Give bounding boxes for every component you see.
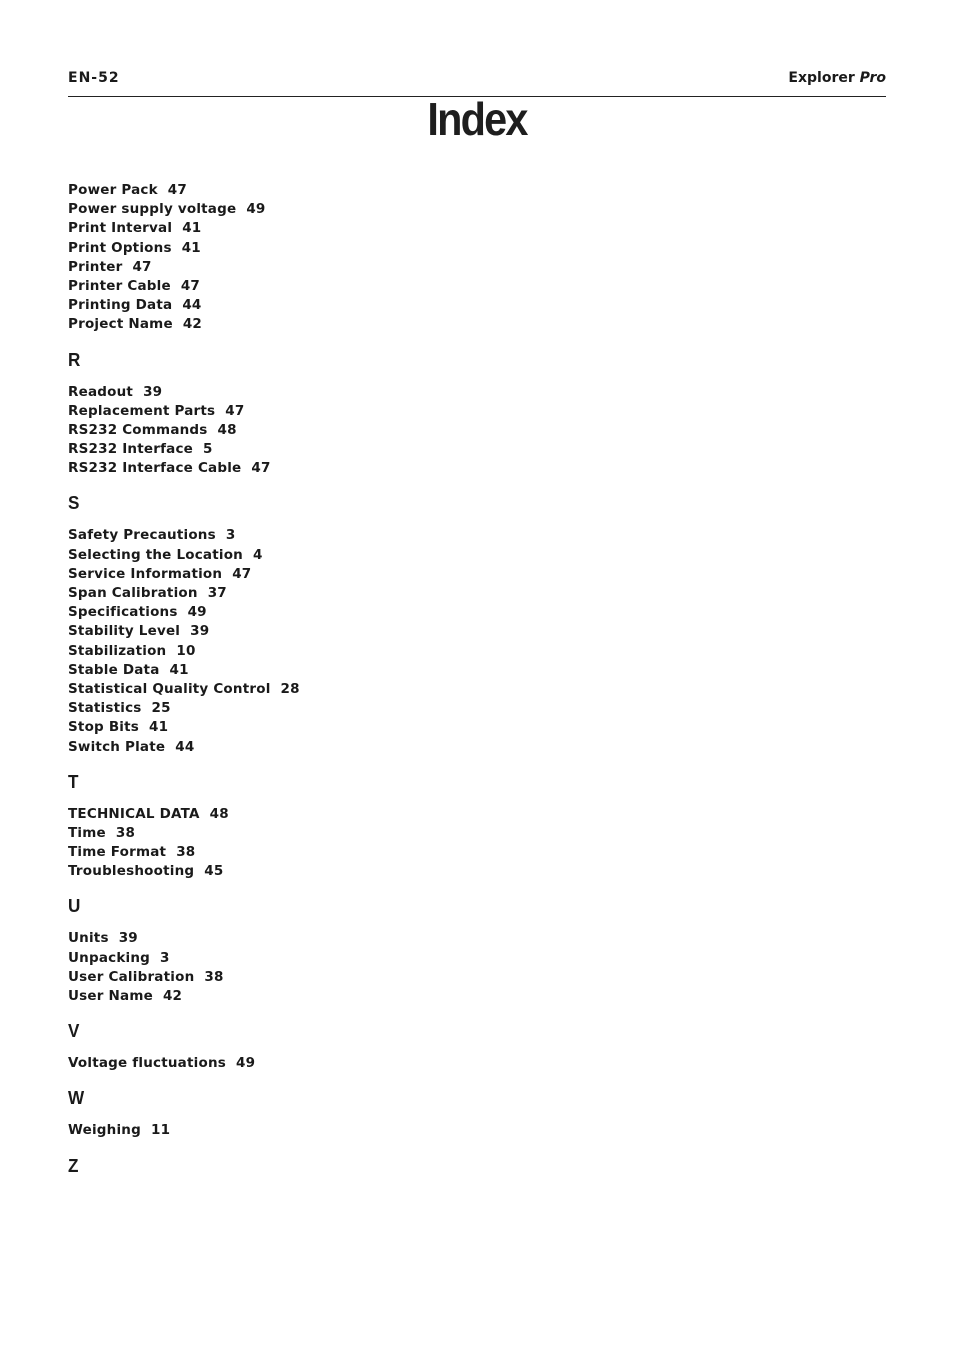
index-entry-term: Service Information <box>68 565 223 582</box>
index-entry <box>68 277 668 296</box>
index-entry <box>68 239 668 258</box>
index-entry <box>68 219 668 238</box>
index-entry-term: RS232 Commands <box>68 421 208 438</box>
index-entry-term: Power Pack <box>68 182 158 198</box>
index-entry <box>68 181 668 200</box>
index-entry-page: 28 <box>280 680 300 697</box>
index-entry-page: 41 <box>182 220 202 237</box>
index-entry-page: 4 <box>253 546 263 563</box>
index-entry <box>68 929 668 948</box>
index-entry-term: Print Options <box>68 239 172 256</box>
index-entry-page: 42 <box>162 988 183 1004</box>
index-entry-term: Time Format <box>68 844 167 861</box>
index-section-z <box>68 1156 668 1176</box>
index-entry <box>68 526 668 545</box>
index-entry-page: 37 <box>207 585 227 601</box>
index-entry <box>68 584 668 603</box>
section-letter: Z <box>68 1155 79 1176</box>
index-entry-term: Weighing <box>68 1122 141 1139</box>
index-entry-page: 48 <box>209 805 229 822</box>
index-entry-term: Statistics <box>68 700 142 717</box>
index-entry-term: Switch Plate <box>68 738 166 755</box>
index-entry <box>68 296 668 315</box>
index-entry <box>68 862 668 881</box>
index-entry-term: Time <box>68 824 106 841</box>
index-entry <box>68 315 668 334</box>
index-entry-term: RS232 Interface Cable <box>68 460 242 477</box>
index-entry-page: 49 <box>246 201 266 218</box>
index-entry-page: 10 <box>176 642 196 659</box>
index-entry-page: 48 <box>217 421 237 438</box>
index-entry <box>68 565 668 584</box>
index-group-p <box>68 181 668 335</box>
section-letter: R <box>68 349 81 370</box>
index-entry <box>68 949 668 968</box>
index-entry-page: 41 <box>169 661 189 678</box>
index-entry-page: 3 <box>225 527 236 544</box>
index-entry <box>68 642 668 661</box>
index-entry-page: 44 <box>182 297 202 314</box>
index-entry-page: 47 <box>167 182 187 198</box>
index-entry-term: Voltage fluctuations <box>68 1055 226 1072</box>
index-entry-term: Unpacking <box>68 949 151 966</box>
index-entry-term: User Name <box>68 988 153 1004</box>
index-entry <box>68 968 668 987</box>
index-entry-term: Stop Bits <box>68 719 140 736</box>
index-entry-term: Print Interval <box>68 220 173 237</box>
index-entry <box>68 680 668 699</box>
document-title-italic: Pro <box>859 70 886 86</box>
index-entry-page: 41 <box>149 719 169 736</box>
index-entry <box>68 440 668 459</box>
index-entry-page: 25 <box>151 700 171 717</box>
section-letter: W <box>68 1088 85 1109</box>
section-letter: S <box>68 493 80 514</box>
index-entry-term: Selecting the Location <box>68 546 243 563</box>
index-body <box>68 181 668 1189</box>
index-entry-page: 49 <box>235 1055 256 1072</box>
index-entry-term: Troubleshooting <box>68 863 195 880</box>
index-entry <box>68 661 668 680</box>
index-entry-page: 39 <box>190 623 210 640</box>
index-entry-term: Stable Data <box>68 661 160 678</box>
index-entry-term: Replacement Parts <box>68 402 216 419</box>
index-entry-term: User Calibration <box>68 968 195 985</box>
index-entry-page: 47 <box>180 277 201 294</box>
index-entry-term: Readout <box>68 383 134 400</box>
index-entry <box>68 1054 668 1073</box>
index-entry-page: 39 <box>143 383 163 400</box>
index-entry-term: RS232 Interface <box>68 441 194 458</box>
document-title-main: Explorer <box>788 70 855 86</box>
index-section-r <box>68 350 668 479</box>
index-entry-page: 5 <box>203 441 213 458</box>
section-letter: V <box>68 1021 80 1042</box>
index-entry-term: Specifications <box>68 604 178 621</box>
index-entry-term: Power supply voltage <box>68 201 237 218</box>
index-entry-page: 39 <box>118 930 138 947</box>
index-entry <box>68 738 668 757</box>
index-entry-term: Statistical Quality Control <box>68 680 271 697</box>
index-entry-term: Printer Cable <box>68 277 171 294</box>
index-entry <box>68 546 668 565</box>
index-entry <box>68 383 668 402</box>
index-entry <box>68 1121 668 1140</box>
index-entry <box>68 843 668 862</box>
index-entry <box>68 824 668 843</box>
index-entry-term: Stabilization <box>68 642 167 659</box>
index-entry-term: Stability Level <box>68 623 181 640</box>
index-entry-page: 38 <box>115 824 136 841</box>
index-entry <box>68 459 668 478</box>
section-letter: T <box>68 771 79 792</box>
index-entry <box>68 805 668 824</box>
document-title <box>788 70 886 86</box>
index-entry <box>68 258 668 277</box>
index-entry-page: 49 <box>187 604 207 621</box>
index-section-v <box>68 1021 668 1073</box>
index-entry-term: Printing Data <box>68 297 173 314</box>
index-entry-page: 3 <box>160 949 170 966</box>
index-entry-page: 45 <box>204 863 224 880</box>
page-number: EN-52 <box>68 70 120 86</box>
index-section-u <box>68 896 668 1006</box>
index-entry-page: 47 <box>232 565 252 582</box>
index-entry-page: 47 <box>225 402 245 419</box>
index-entry-term: Units <box>68 930 109 947</box>
index-entry <box>68 402 668 421</box>
index-entry-page: 38 <box>176 844 196 861</box>
index-entry-term: Printer <box>68 258 123 275</box>
section-letter: U <box>68 896 81 917</box>
index-entry-term: TECHNICAL DATA <box>68 805 200 822</box>
index-entry-page: 42 <box>182 316 202 333</box>
index-section-s <box>68 493 668 756</box>
index-entry-page: 41 <box>181 239 201 256</box>
index-entry-term: Project Name <box>68 316 173 333</box>
index-entry-term: Safety Precautions <box>68 527 216 544</box>
index-entry-page: 47 <box>251 460 271 477</box>
index-entry-page: 38 <box>204 968 224 985</box>
index-entry <box>68 699 668 718</box>
index-title: Index <box>427 93 527 145</box>
index-entry-page: 11 <box>150 1122 171 1139</box>
index-entry <box>68 421 668 440</box>
index-section-w <box>68 1088 668 1140</box>
index-entry <box>68 622 668 641</box>
index-entry-page: 44 <box>175 738 195 755</box>
index-entry <box>68 987 668 1006</box>
index-entry <box>68 603 668 622</box>
index-section-t <box>68 772 668 882</box>
index-entry <box>68 200 668 219</box>
index-entry-page: 47 <box>132 258 152 275</box>
index-entry <box>68 718 668 737</box>
index-entry-term: Span Calibration <box>68 585 198 601</box>
